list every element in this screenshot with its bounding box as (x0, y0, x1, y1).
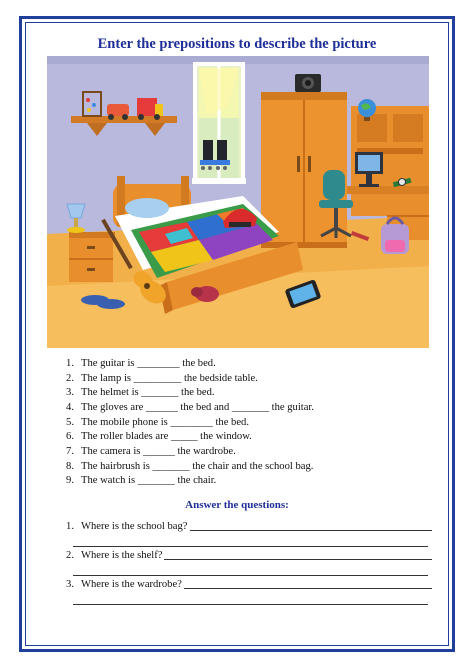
question-text: Where is the school bag? (81, 521, 188, 532)
sentence-text: The watch is _______ the chair. (81, 475, 217, 487)
answer-line[interactable] (73, 546, 428, 547)
question-text: Where is the wardrobe? (81, 579, 182, 590)
sentence-text: The gloves are ______ the bed and _______ the guitar. (81, 401, 315, 413)
item-number: 9. (66, 475, 74, 487)
window (192, 64, 246, 184)
bedroom-illustration (47, 56, 429, 348)
exercise-item (57, 445, 437, 460)
camera (295, 74, 321, 92)
questions-list (57, 520, 432, 607)
worksheet-title: Enter the prepositions to describe the picture (97, 36, 377, 52)
exercise-item (57, 372, 437, 387)
exercise-item (57, 386, 437, 401)
exercise-list (57, 357, 437, 489)
exercise-item (57, 416, 437, 431)
exercise-item (57, 474, 437, 489)
item-number: 8. (66, 460, 74, 472)
item-number: 7. (66, 445, 74, 457)
answer-line[interactable] (73, 575, 428, 576)
item-number: 4. (66, 401, 74, 413)
question-text: Where is the shelf? (81, 550, 163, 561)
sentence-text: The mobile phone is ________ the bed. (81, 416, 249, 428)
exercise-item (57, 357, 437, 372)
sentence-text: The lamp is _________ the bedside table. (81, 372, 258, 384)
question-item (57, 520, 432, 549)
exercise-item (57, 460, 437, 475)
item-number: 5. (66, 416, 74, 428)
sentence-text: The hairbrush is _______ the chair and the school bag. (81, 460, 314, 472)
answer-line[interactable] (73, 604, 428, 605)
question-item (57, 549, 432, 578)
question-number: 2. (66, 550, 74, 561)
answer-line[interactable] (164, 549, 432, 560)
question-number: 3. (66, 579, 74, 590)
questions-heading: Answer the questions: (185, 499, 289, 511)
answer-line[interactable] (190, 520, 433, 531)
item-number: 1. (66, 358, 74, 369)
item-number: 3. (66, 387, 74, 399)
sentence-text: The roller blades are _____ the window. (81, 431, 252, 443)
item-number: 2. (66, 372, 74, 384)
answer-line[interactable] (184, 578, 432, 589)
question-number: 1. (66, 521, 74, 532)
item-number: 6. (66, 431, 74, 443)
sentence-text: The guitar is ________ the bed. (81, 358, 216, 369)
exercise-item (57, 430, 437, 445)
sentence-text: The camera is ______ the wardrobe. (81, 445, 236, 457)
exercise-item (57, 401, 437, 416)
bedside-table (69, 232, 115, 282)
sentence-text: The helmet is _______ the bed. (81, 387, 215, 399)
question-item (57, 578, 432, 607)
